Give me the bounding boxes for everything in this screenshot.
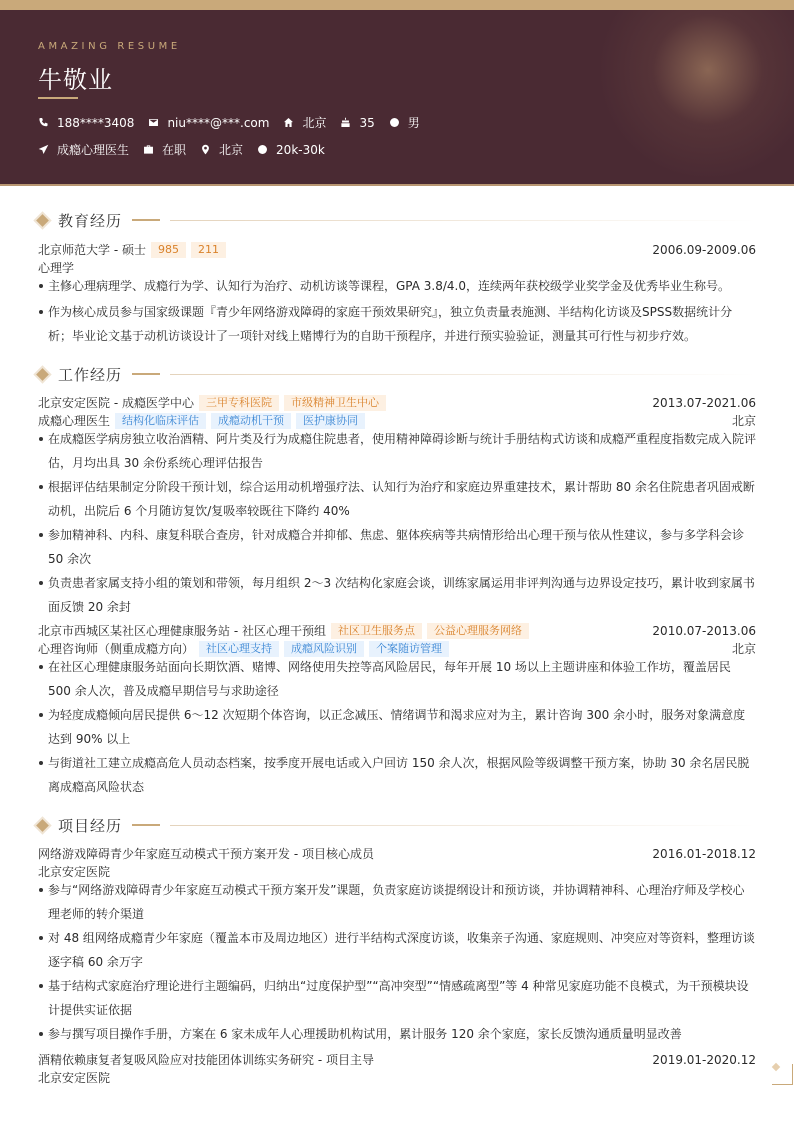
brand-label: AMAZING RESUME	[38, 41, 181, 52]
target-city-item	[200, 141, 243, 158]
age-item	[340, 116, 374, 130]
work-date: 2013.07-2021.06	[652, 395, 756, 410]
education-section-heading	[36, 210, 756, 230]
project-entry-header	[38, 1051, 756, 1068]
project-date: 2016.01-2018.12	[652, 846, 756, 861]
section-title: 教育经历	[58, 211, 123, 230]
education-entry-header	[38, 241, 756, 258]
section-divider	[170, 220, 756, 221]
project-section-heading	[36, 815, 756, 835]
work-bullet: 与街道社工建立成瘾高危人员动态档案，按季度开展电话或入户回访 150 余人次，根据风险等级调整干预方案，协助 30 余名居民脱离成瘾高风险状态	[38, 751, 756, 799]
work-bullet: 负责患者家属支持小组的策划和带领，每月组织 2～3 次结构化家庭会谈，训练家属运用非评判沟通与边界设定技巧，累计收到家属书面反馈 20 余封	[38, 571, 756, 619]
project-org: 北京安定医院	[38, 865, 111, 879]
skill-tag: 成瘾动机干预	[211, 413, 291, 429]
work-bullet: 为轻度成瘾倾向居民提供 6～12 次短期个体咨询，以正念减压、情绪调节和渴求应对为主，累计咨询 300 余小时，服务对象满意度达到 90% 以上	[38, 703, 756, 751]
diamond-icon	[36, 819, 49, 832]
location-item	[283, 114, 326, 131]
section-title: 工作经历	[58, 365, 123, 384]
location-text: 北京	[302, 116, 327, 130]
org-tag: 公益心理服务网络	[427, 623, 529, 639]
salary-text: 20k-30k	[276, 142, 325, 157]
school-tag: 211	[191, 242, 226, 258]
project-org-row	[38, 1069, 756, 1086]
phone-text: 188****3408	[57, 115, 135, 130]
contact-row	[38, 114, 434, 131]
work-bullet: 参加精神科、内科、康复科联合查房，针对成瘾合并抑郁、焦虑、躯体疾病等共病情形给出心理干预与依从性建议，参与多学科会诊 50 余次	[38, 523, 756, 571]
work-org: 北京安定医院 - 成瘾医学中心	[38, 396, 194, 410]
top-accent-bar	[0, 0, 794, 10]
section-divider	[170, 374, 756, 375]
phone-item	[38, 116, 134, 130]
work-role: 成瘾心理医生	[38, 414, 111, 428]
diamond-icon	[36, 368, 49, 381]
work-bullet: 在社区心理健康服务站面向长期饮酒、赌博、网络使用失控等高风险居民，每年开展 10 场以上主题讲座和体验工作坊，覆盖居民 500 余人次，普及成瘾早期信号与求助途径	[38, 655, 756, 703]
project-org: 北京安定医院	[38, 1071, 111, 1085]
salary-item	[257, 143, 325, 157]
candidate-name: 牛敬业	[38, 66, 113, 94]
skill-tag: 医护康协同	[296, 413, 365, 429]
project-entry-header	[38, 845, 756, 862]
skill-tag: 社区心理支持	[199, 641, 279, 657]
section-accent-line	[132, 824, 160, 826]
section-title: 项目经历	[58, 816, 123, 835]
project-title: 酒精依赖康复者复吸风险应对技能团体训练实务研究 - 项目主导	[38, 1053, 374, 1067]
gender-item	[389, 114, 420, 131]
work-section-heading	[36, 364, 756, 384]
status-item	[143, 141, 186, 158]
send-icon	[38, 144, 49, 155]
education-date: 2006.09-2009.06	[652, 242, 756, 257]
section-divider	[170, 825, 756, 826]
mail-icon	[148, 117, 159, 128]
work-org: 北京市西城区某社区心理健康服务站 - 社区心理干预组	[38, 624, 326, 638]
work-entry-header	[38, 394, 756, 411]
gender-text: 男	[407, 116, 420, 130]
project-bullet: 参与“网络游戏障碍青少年家庭互动模式干预方案开发”课题，负责家庭访谈提纲设计和预访谈，并协调精神科、心理治疗师及学校心理老师的转介渠道	[38, 878, 756, 926]
target-role-text: 成瘾心理医生	[57, 143, 130, 157]
resume-header	[0, 10, 794, 186]
org-tag: 市级精神卫生中心	[284, 395, 386, 411]
work-bullet: 根据评估结果制定分阶段干预计划，综合运用动机增强疗法、认知行为治疗和家庭边界重建技术，累计帮助 80 余名住院患者巩固戒断动机，出院后 6 个月随访复饮/复吸率较既往下降约 40%	[38, 475, 756, 523]
cake-icon	[340, 117, 351, 128]
skill-tag: 个案随访管理	[369, 641, 449, 657]
project-bullet: 参与撰写项目操作手册，方案在 6 家未成年人心理援助机构试用，累计服务 120 余个家庭，家长反馈沟通质量明显改善	[38, 1022, 756, 1046]
home-icon	[283, 117, 294, 128]
project-date: 2019.01-2020.12	[652, 1052, 756, 1067]
education-major: 心理学	[38, 261, 75, 275]
age-text: 35	[359, 115, 375, 130]
section-accent-line	[132, 219, 160, 221]
work-bullet: 在成瘾医学病房独立收治酒精、阿片类及行为成瘾住院患者，使用精神障碍诊断与统计手册结构式访谈和成瘾严重程度指数完成入院评估，月均出具 30 余份系统心理评估报告	[38, 427, 756, 475]
skill-tag: 结构化临床评估	[115, 413, 206, 429]
money-icon	[257, 144, 268, 155]
project-title: 网络游戏障碍青少年家庭互动模式干预方案开发 - 项目核心成员	[38, 847, 374, 861]
section-accent-line	[132, 373, 160, 375]
email-item	[148, 116, 269, 130]
skill-tag: 成瘾风险识别	[284, 641, 364, 657]
school-tag: 985	[151, 242, 186, 258]
job-intent-row	[38, 141, 339, 158]
gender-icon	[389, 117, 400, 128]
briefcase-icon	[143, 144, 154, 155]
education-bullet: 作为核心成员参与国家级课题『青少年网络游戏障碍的家庭干预效果研究』，独立负责量表施测、半结构化访谈及SPSS数据统计分析；毕业论文基于动机访谈设计了一项针对线上赌博行为的自助干预程序，并进行预实验验证，测量其可行性与初步疗效。	[38, 300, 756, 348]
diamond-icon	[36, 214, 49, 227]
target-city-text: 北京	[219, 143, 244, 157]
target-role-item	[38, 141, 129, 158]
email-text: niu****@***.com	[167, 115, 270, 130]
project-bullet: 对 48 组网络成瘾青少年家庭（覆盖本市及周边地区）进行半结构式深度访谈，收集亲子沟通、家庭规则、冲突应对等资料，整理访谈逐字稿 60 余万字	[38, 926, 756, 974]
org-tag: 三甲专科医院	[199, 395, 279, 411]
education-bullet: 主修心理病理学、成瘾行为学、认知行为治疗、动机访谈等课程，GPA 3.8/4.0，连续两年获校级学业奖学金及优秀毕业生称号。	[38, 274, 756, 298]
work-entry-header	[38, 622, 756, 639]
phone-icon	[38, 117, 49, 128]
work-city: 北京	[731, 414, 756, 428]
org-tag: 社区卫生服务点	[331, 623, 422, 639]
name-underline	[38, 97, 78, 99]
status-text: 在职	[162, 143, 187, 157]
education-school: 北京师范大学 - 硕士	[38, 243, 146, 257]
pin-icon	[200, 144, 211, 155]
work-role: 心理咨询师（侧重成瘾方向）	[38, 642, 195, 656]
project-bullet: 基于结构式家庭治疗理论进行主题编码，归纳出“过度保护型”“高冲突型”“情感疏离型”等 4 种常见家庭功能不良模式，为干预模块设计提供实证依据	[38, 974, 756, 1022]
work-date: 2010.07-2013.06	[652, 623, 756, 638]
work-city: 北京	[731, 642, 756, 656]
